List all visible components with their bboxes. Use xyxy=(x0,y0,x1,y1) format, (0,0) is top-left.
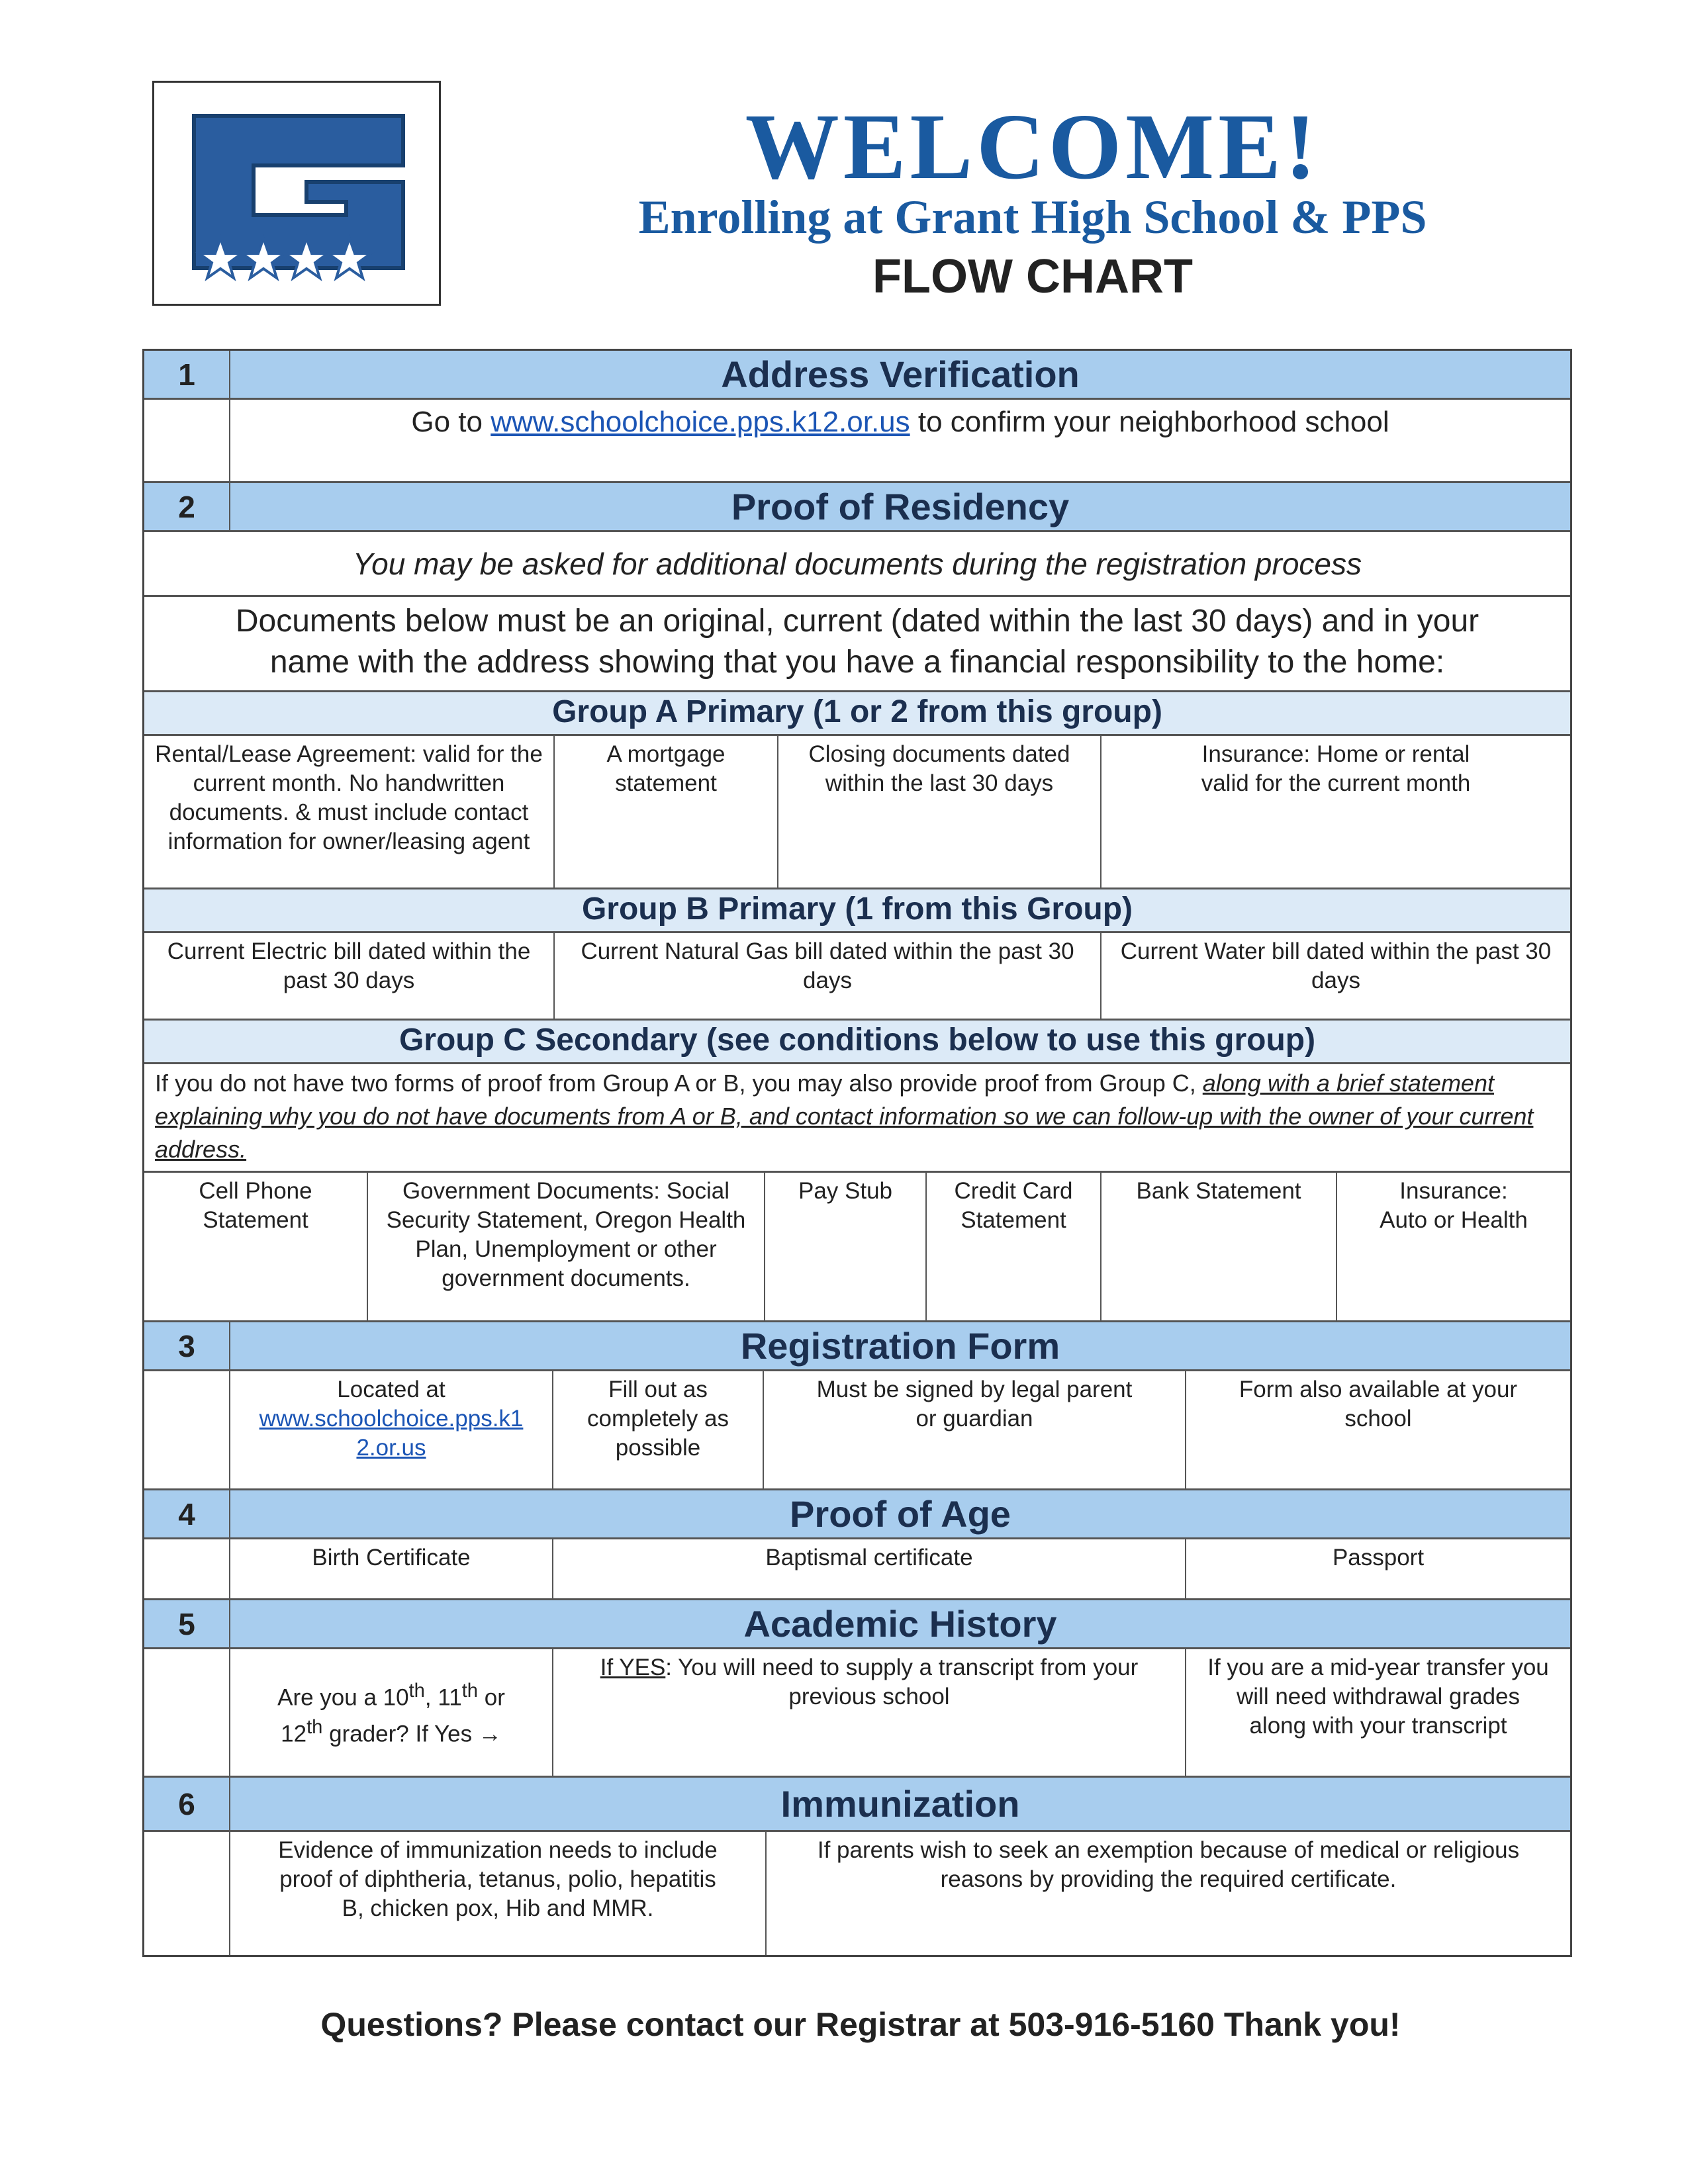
group-b-items xyxy=(144,933,1570,1021)
step-number: 5 xyxy=(144,1600,230,1647)
group-a-item: Insurance: Home or rental valid for the current month xyxy=(1201,741,1471,796)
transcript-requirement xyxy=(553,1649,1186,1776)
step-2-header xyxy=(144,483,1570,532)
group-c-item: Government Documents: Social Security Statement, Oregon Health Plan, Unemployment or other government documents. xyxy=(368,1173,765,1320)
group-c-header-row xyxy=(144,1021,1570,1064)
immunization-evidence: Evidence of immunization needs to include proof of diphtheria, tetanus, polio, hepatitis B, chicken pox, Hib and MMR. xyxy=(230,1832,767,1955)
group-b-item: Current Water bill dated within the past 30 days xyxy=(1120,938,1552,993)
grade-text: or 12 xyxy=(281,1684,505,1747)
group-b-item: Current Electric bill dated within the past 30 days xyxy=(144,933,555,1019)
text-prefix: Go to xyxy=(411,406,491,438)
immunization-exemption: If parents wish to seek an exemption because of medical or religious reasons by providing the required certificate. xyxy=(817,1837,1520,1892)
step-spacer xyxy=(144,1539,230,1598)
group-b-title: Group B Primary (1 from this Group) xyxy=(144,889,1570,931)
documents-requirement xyxy=(144,597,1570,690)
documents-line-2: name with the address showing that you have a financial responsibility to the home: xyxy=(269,645,1445,680)
group-a-title: Group A Primary (1 or 2 from this group) xyxy=(144,692,1570,734)
grade-text: grader? If Yes → xyxy=(322,1721,502,1747)
group-b-header-row xyxy=(144,889,1570,933)
flow-chart-label: FLOW CHART xyxy=(872,250,1193,303)
passport: Passport xyxy=(1332,1545,1425,1570)
step-number: 6 xyxy=(144,1778,230,1830)
mid-year-transfer-note: If you are a mid-year transfer you will need withdrawal grades along with your transcript xyxy=(1207,1655,1549,1739)
group-c-item: Cell Phone Statement xyxy=(144,1173,368,1320)
address-verification-text xyxy=(230,400,1570,481)
group-a-item: A mortgage statement xyxy=(555,736,778,887)
located-at-label: Located at xyxy=(337,1377,445,1402)
if-yes-label: If YES xyxy=(600,1655,666,1680)
group-c-items xyxy=(144,1173,1570,1322)
step-6-body xyxy=(144,1832,1570,1955)
registration-signature: Must be signed by legal parent or guardian xyxy=(764,1371,1186,1488)
registration-location xyxy=(230,1371,553,1488)
step-title: Proof of Age xyxy=(790,1492,1011,1535)
group-c-item: Pay Stub xyxy=(765,1173,927,1320)
residency-note: You may be asked for additional documents during the registration process xyxy=(353,546,1362,581)
registration-link[interactable]: www.schoolchoice.pps.k12.or.us xyxy=(259,1406,524,1461)
step-3-header xyxy=(144,1322,1570,1371)
step-title: Proof of Residency xyxy=(731,485,1070,527)
birth-certificate: Birth Certificate xyxy=(230,1539,553,1598)
step-number: 4 xyxy=(144,1490,230,1537)
grade-question xyxy=(230,1649,553,1776)
step-5-header xyxy=(144,1600,1570,1649)
baptismal-certificate: Baptismal certificate xyxy=(553,1539,1186,1598)
group-c-intro: If you do not have two forms of proof from Group A or B, you may also provide proof from Group C, xyxy=(155,1069,1203,1097)
step-1-header xyxy=(144,351,1570,400)
group-a-item: Closing documents dated within the last 30 days xyxy=(778,736,1102,887)
group-c-title: Group C Secondary (see conditions below to use this group) xyxy=(144,1021,1570,1062)
step-number: 2 xyxy=(144,483,230,530)
step-spacer xyxy=(144,1371,230,1488)
page-subtitle: Enrolling at Grant High School & PPS xyxy=(638,191,1427,244)
step-1-body xyxy=(144,400,1570,483)
grant-g-logo-icon xyxy=(181,103,416,281)
schoolchoice-link[interactable]: www.schoolchoice.pps.k12.or.us xyxy=(491,406,910,438)
step-spacer xyxy=(144,1649,230,1776)
step-number: 3 xyxy=(144,1322,230,1369)
group-b-item: Current Natural Gas bill dated within the past 30 days xyxy=(555,933,1102,1019)
step-6-header xyxy=(144,1778,1570,1832)
group-a-item: Rental/Lease Agreement: valid for the current month. No handwritten documents. & must include contact information for owner/leasing agent xyxy=(144,736,555,887)
text-suffix: to confirm your neighborhood school xyxy=(910,406,1389,438)
step-5-body xyxy=(144,1649,1570,1778)
grade-sup: th xyxy=(306,1716,323,1738)
step-spacer xyxy=(144,400,230,481)
contact-footer: Questions? Please contact our Registrar at 503-916-5160 Thank you! xyxy=(320,2006,1401,2043)
step-4-body xyxy=(144,1539,1570,1600)
transcript-text: : You will need to supply a transcript from your previous school xyxy=(665,1655,1139,1709)
step-2-note-row xyxy=(144,532,1570,597)
step-spacer xyxy=(144,1832,230,1955)
group-c-intro-underlined: along with a brief statement explaining why you do not have documents from A or B, and contact information so we can follow-up with the owner of your current address. xyxy=(155,1069,1534,1163)
enrollment-flow-table xyxy=(142,349,1572,1957)
grade-sup: th xyxy=(408,1680,425,1702)
group-c-conditions xyxy=(144,1064,1570,1171)
registration-availability: Form also available at your school xyxy=(1239,1377,1518,1432)
step-title: Immunization xyxy=(780,1782,1020,1825)
step-4-header xyxy=(144,1490,1570,1539)
grade-text: Are you a 10 xyxy=(277,1684,409,1711)
group-c-intro-row xyxy=(144,1064,1570,1173)
group-c-item: Insurance: Auto or Health xyxy=(1380,1178,1528,1233)
group-c-item: Credit Card Statement xyxy=(927,1173,1102,1320)
step-number: 1 xyxy=(144,351,230,398)
step-title: Address Verification xyxy=(721,353,1080,395)
step-2-docs-row xyxy=(144,597,1570,692)
group-a-items xyxy=(144,736,1570,889)
group-a-header-row xyxy=(144,692,1570,736)
page-title: WELCOME! xyxy=(745,94,1321,199)
step-3-body xyxy=(144,1371,1570,1490)
step-title: Academic History xyxy=(743,1602,1057,1645)
grade-sup: th xyxy=(461,1680,479,1702)
registration-fill-out: Fill out as completely as possible xyxy=(553,1371,764,1488)
documents-line-1: Documents below must be an original, current (dated within the last 30 days) and in your xyxy=(235,604,1479,639)
step-title: Registration Form xyxy=(740,1324,1060,1367)
group-c-item: Bank Statement xyxy=(1102,1173,1337,1320)
school-logo xyxy=(152,81,441,306)
grade-text: , 11 xyxy=(424,1684,462,1711)
